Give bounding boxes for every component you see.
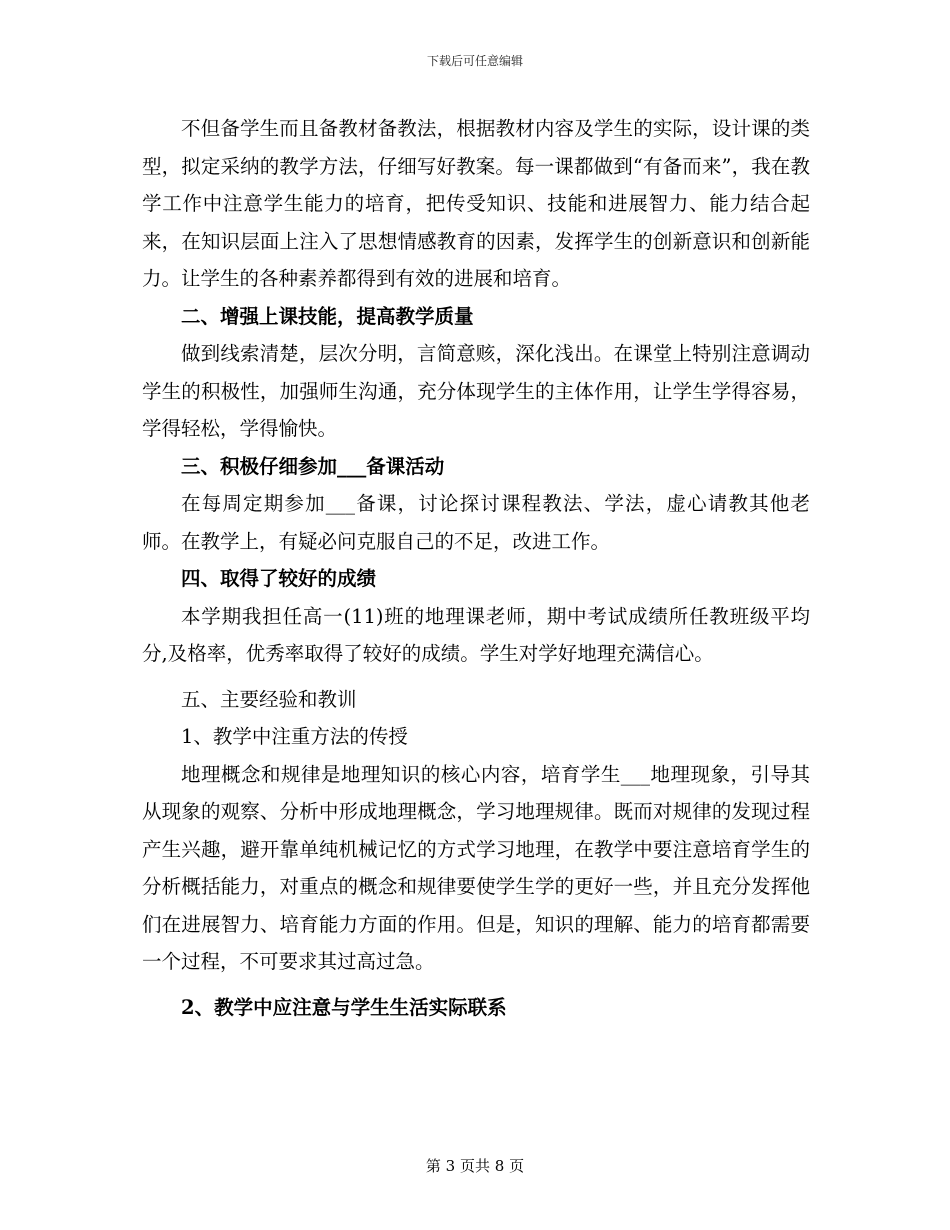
document-body	[142, 110, 810, 1026]
page-number: 第 3 页共 8 页	[425, 1157, 525, 1175]
page-header: 下载后可任意编辑	[426, 54, 523, 68]
heading-results: 四、取得了较好的成绩	[181, 567, 377, 590]
paragraph-lesson-prep: 在每周定期参加___备课，讨论探讨课程教法、学法，虚心请教其他老师。在教学上，有疑必问克服自己的不足，改进工作。	[142, 492, 810, 553]
heading-teaching-skill: 二、增强上课技能，提高教学质量	[181, 304, 474, 328]
subheading-methods: 1、教学中注重方法的传授	[181, 725, 408, 748]
heading-lesson-prep: 三、积极仔细参加___备课活动	[181, 454, 445, 478]
heading-experience: 五、主要经验和教训	[181, 687, 357, 711]
subheading-real-life: 2、教学中应注意与学生生活实际联系	[181, 995, 507, 1019]
paragraph-results: 本学期我担任高一(11)班的地理课老师，期中考试成绩所任教班级平均分,及格率，优秀率取得了较好的成绩。学生对学好地理充满信心。	[142, 604, 810, 665]
paragraph-prep: 不但备学生而且备教材备教法，根据教材内容及学生的实际，设计课的类型，拟定采纳的教学方法，仔细写好教案。每一课都做到“有备而来”，我在教学工作中注意学生能力的培育，把传受知识、技能和进展智力、能力结合起来，在知识层面上注入了思想情感教育的因素，发挥学生的创新意识和创新能力。让学生的各种素养都得到有效的进展和培育。	[142, 117, 810, 290]
paragraph-methods: 地理概念和规律是地理知识的核心内容，培育学生___地理现象，引导其从现象的观察、分析中形成地理概念，学习地理规律。既而对规律的发现过程产生兴趣，避开靠单纯机械记忆的方式学习地理，在教学中要注意培育学生的分析概括能力，对重点的概念和规律要使学生学的更好一些，并且充分发挥他们在进展智力、培育能力方面的作用。但是，知识的理解、能力的培育都需要一个过程，不可要求其过高过急。	[142, 762, 810, 973]
paragraph-teaching-skill: 做到线索清楚，层次分明，言简意赅，深化浅出。在课堂上特别注意调动学生的积极性，加强师生沟通，充分体现学生的主体作用，让学生学得容易，学得轻松，学得愉快。	[142, 342, 810, 440]
